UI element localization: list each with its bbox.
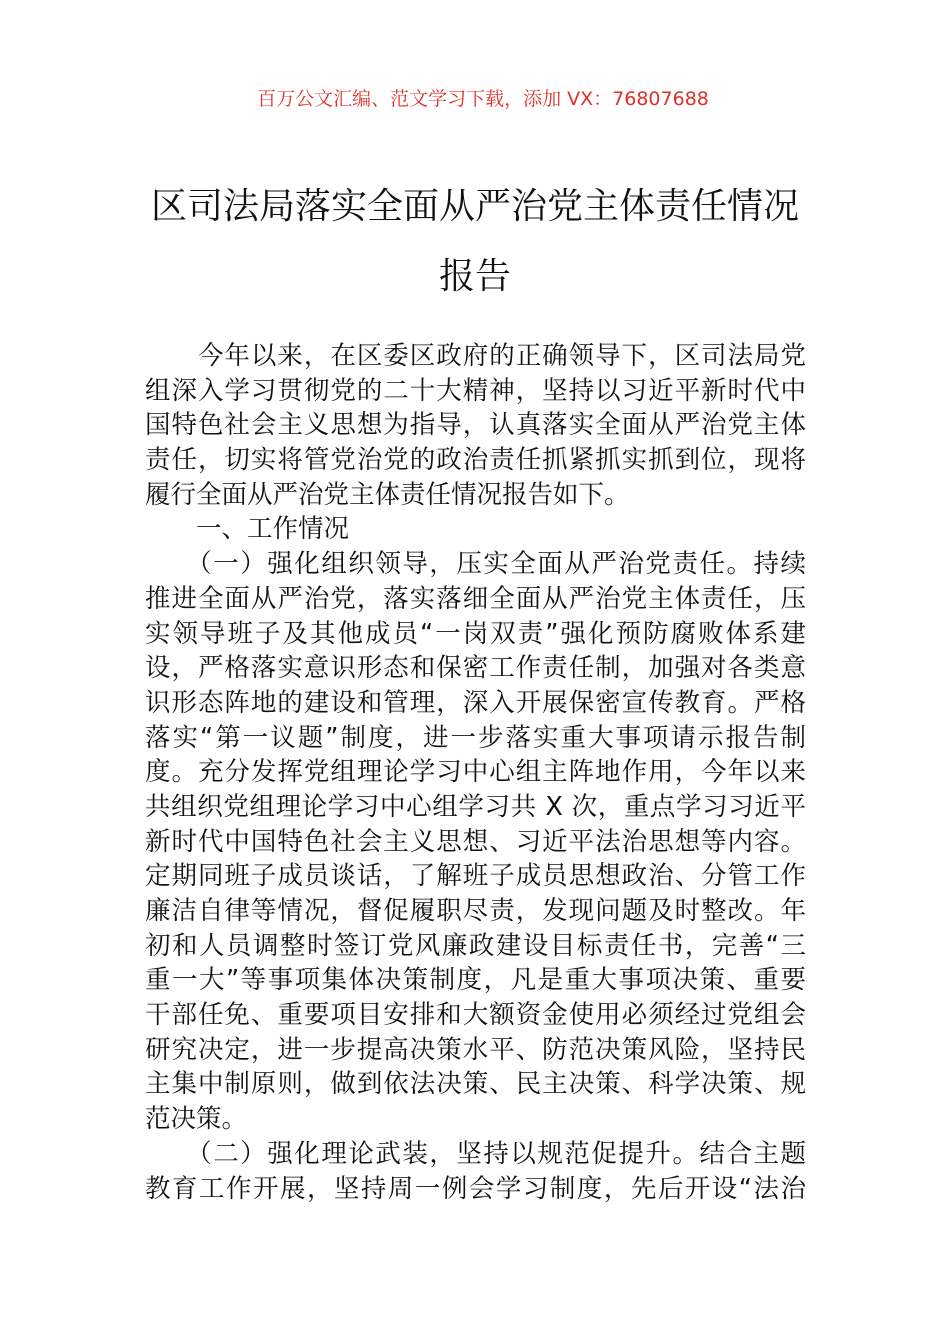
body-text-line: 履行全面从严治党主体责任情况报告如下。 [145,479,630,510]
body-text-line: 重一大”等事项集体决策制度，凡是重大事项决策、重要 [145,965,806,996]
body-text-line: 共组织党组理论学习中心组学习共 X 次，重点学习习近平 [145,791,806,822]
body-text-line: 一、工作情况 [145,514,350,545]
body-text-line: 推进全面从严治党，落实落细全面从严治党主体责任，压 [145,583,806,614]
body-text-line: 干部任免、重要项目安排和大额资金使用必须经过党组会 [145,1000,806,1031]
body-text-line: 国特色社会主义思想为指导，认真落实全面从严治党主体 [145,410,806,441]
document-title-line-1: 区司法局落实全面从严治党主体责任情况 [150,186,799,227]
body-text-line: 责任，切实将管党治党的政治责任抓紧抓实抓到位，现将 [145,445,806,476]
body-text-line: 设，严格落实意识形态和保密工作责任制，加强对各类意 [145,653,806,684]
body-text-line: （二）强化理论武装，坚持以规范促提升。结合主题 [145,1138,806,1169]
body-text-line: 初和人员调整时签订党风廉政建设目标责任书，完善“三 [145,930,806,961]
body-text-line: 度。充分发挥党组理论学习中心组主阵地作用，今年以来 [145,757,806,788]
body-text-line: 实领导班子及其他成员“一岗双责”强化预防腐败体系建 [145,618,806,649]
body-text-line: 主集中制原则，做到依法决策、民主决策、科学决策、规 [145,1069,806,1100]
document-title-line-2: 报告 [438,256,511,297]
body-text-line: （一）强化组织领导，压实全面从严治党责任。持续 [145,549,806,580]
body-text-line: 落实“第一议题”制度，进一步落实重大事项请示报告制 [145,722,806,753]
body-text-line: 范决策。 [145,1104,248,1135]
body-text-line: 定期同班子成员谈话，了解班子成员思想政治、分管工作 [145,861,806,892]
body-text-line: 研究决定，进一步提高决策水平、防范决策风险，坚持民 [145,1034,806,1065]
document-body [145,339,806,1206]
watermark-header: 百万公文汇编、范文学习下载，添加 VX：76807688 [257,88,709,110]
body-text-line: 组深入学习贯彻党的二十大精神，坚持以习近平新时代中 [145,375,806,406]
body-text-line: 新时代中国特色社会主义思想、习近平法治思想等内容。 [145,826,806,857]
body-text-line: 今年以来，在区委区政府的正确领导下，区司法局党 [145,341,806,371]
body-text-line: 识形态阵地的建设和管理，深入开展保密宣传教育。严格 [145,687,806,718]
body-text-line: 廉洁自律等情况，督促履职尽责，发现问题及时整改。年 [145,896,806,926]
body-text-line: 教育工作开展，坚持周一例会学习制度，先后开设“法治 [145,1173,806,1204]
